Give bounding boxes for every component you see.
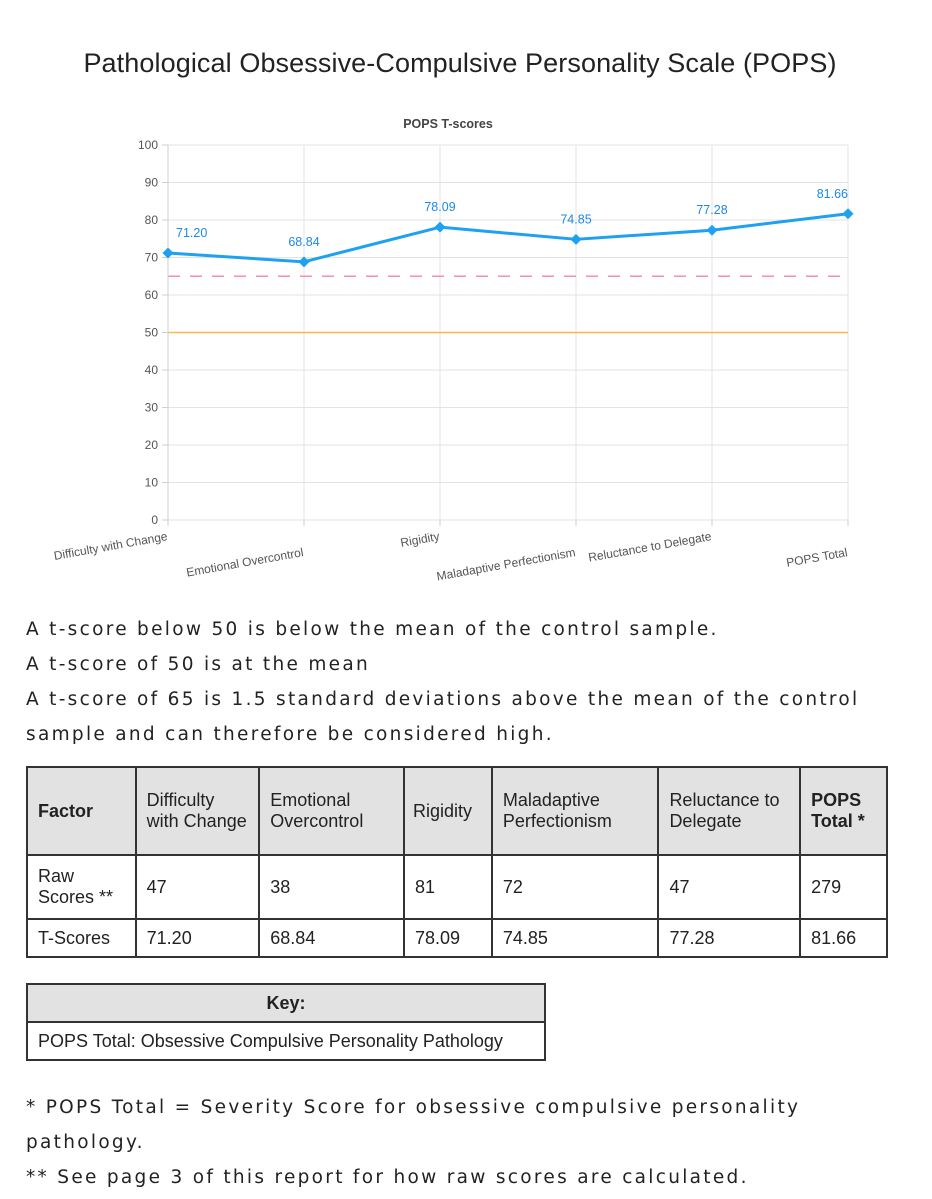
header-maladaptive-perfectionism: Maladaptive Perfectionism — [492, 767, 659, 855]
y-tick-label: 40 — [144, 363, 158, 377]
x-tick-label: POPS Total — [785, 545, 849, 570]
header-reluctance-to-delegate: Reluctance to Delegate — [658, 767, 800, 855]
data-label: 68.84 — [288, 234, 320, 249]
key-table — [26, 983, 546, 1061]
data-point-marker — [435, 222, 446, 233]
table-cell: 47 — [136, 855, 260, 919]
y-tick-label: 50 — [144, 325, 158, 340]
x-tick-label: Rigidity — [399, 529, 441, 550]
x-tick-label: Emotional Overcontrol — [185, 545, 305, 580]
table-cell: 71.20 — [136, 919, 260, 957]
data-label: 78.09 — [424, 200, 456, 215]
x-tick-label: Difficulty with Change — [52, 529, 169, 563]
data-label: 77.28 — [696, 203, 728, 218]
y-tick-label: 80 — [144, 213, 158, 227]
table-cell: 72 — [492, 855, 659, 919]
header-emotional-overcontrol: Emotional Overcontrol — [259, 767, 404, 855]
y-tick-label: 30 — [144, 400, 158, 415]
table-cell: 77.28 — [658, 919, 800, 957]
footnote-raw-scores: ** See page 3 of this report for how raw scores are calculated. — [26, 1167, 749, 1188]
interpretation-notes — [26, 612, 906, 752]
y-tick-label: 100 — [137, 138, 158, 152]
table-cell: 81 — [404, 855, 492, 919]
reference-lines — [168, 276, 848, 332]
data-point-marker — [843, 208, 854, 219]
header-rigidity: Rigidity — [404, 767, 492, 855]
data-label: 81.66 — [816, 186, 848, 201]
y-tick-label: 20 — [144, 438, 158, 452]
note-at-50: A t-score of 50 is at the mean — [26, 654, 371, 675]
key-title: Key: — [27, 984, 545, 1022]
scores-table — [26, 766, 888, 958]
table-cell: 279 — [800, 855, 887, 919]
data-point-marker — [707, 225, 718, 236]
row-label-raw-scores: Raw Scores ** — [27, 855, 136, 919]
table-row-t-scores — [27, 919, 887, 957]
table-cell: 74.85 — [492, 919, 659, 957]
y-tick-label: 10 — [144, 475, 158, 490]
pops-tscore-chart — [0, 105, 932, 585]
x-tick-label: Reluctance to Delegate — [587, 529, 713, 565]
data-label: 74.85 — [560, 212, 592, 227]
series-t-scores — [163, 187, 854, 268]
header-difficulty-with-change: Difficulty with Change — [136, 767, 260, 855]
table-cell: 81.66 — [800, 919, 887, 957]
y-tick-label: 0 — [151, 513, 158, 527]
table-cell: 47 — [658, 855, 800, 919]
table-cell: 38 — [259, 855, 404, 919]
y-tick-label: 60 — [144, 288, 158, 302]
table-header-row — [27, 767, 887, 855]
header-factor: Factor — [27, 767, 136, 855]
data-point-marker — [571, 234, 582, 245]
table-cell: 68.84 — [259, 919, 404, 957]
data-label: 71.20 — [176, 226, 208, 240]
series-line — [168, 214, 848, 262]
table-cell: 78.09 — [404, 919, 492, 957]
chart-title: POPS T-scores — [403, 117, 493, 131]
x-axis — [53, 529, 849, 583]
footnotes — [26, 1090, 906, 1195]
y-tick-label: 70 — [144, 250, 158, 265]
note-below-50: A t-score below 50 is below the mean of the control sample. — [26, 619, 719, 640]
y-tick-label: 90 — [144, 175, 158, 190]
key-entry: POPS Total: Obsessive Compulsive Personality Pathology — [27, 1022, 545, 1060]
page-title: Pathological Obsessive-Compulsive Personality Scale (POPS) — [83, 48, 837, 78]
data-point-marker — [163, 248, 174, 259]
footnote-pops-total: * POPS Total = Severity Score for obsessive compulsive personality pathology. — [26, 1097, 801, 1153]
x-tick-label: Maladaptive Perfectionism — [435, 545, 577, 584]
table-row-raw-scores — [27, 855, 887, 919]
note-at-65: A t-score of 65 is 1.5 standard deviations above the mean of the control sample and can therefore be considered high. — [26, 689, 860, 745]
header-pops-total: POPS Total * — [800, 767, 887, 855]
row-label-t-scores: T-Scores — [27, 919, 136, 957]
